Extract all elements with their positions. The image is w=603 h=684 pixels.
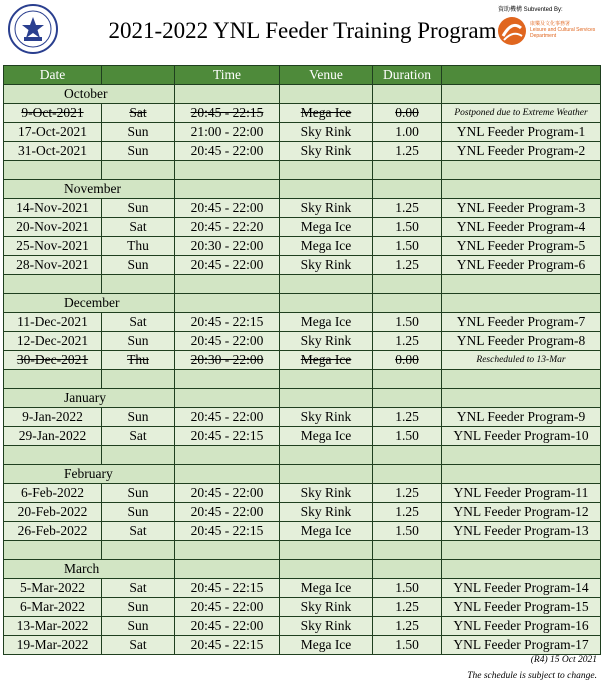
table-row [4,256,601,275]
page-header [0,0,603,62]
cell-note: YNL Feeder Program-3 [442,199,601,218]
cell-note: Postponed due to Extreme Weather [442,104,601,123]
cell-day: Sun [102,503,175,522]
empty-cell [373,446,442,465]
empty-cell [175,294,280,313]
cell-note: YNL Feeder Program-4 [442,218,601,237]
table-row [4,484,601,503]
cell-venue: Mega Ice [280,351,373,370]
empty-cell [175,161,280,180]
empty-cell [373,294,442,313]
cell-day: Sat [102,636,175,655]
cell-venue: Sky Rink [280,617,373,636]
cell-note: YNL Feeder Program-13 [442,522,601,541]
empty-cell [175,180,280,199]
cell-note: YNL Feeder Program-14 [442,579,601,598]
table-row [4,351,601,370]
cell-venue: Sky Rink [280,484,373,503]
spacer-row [4,446,601,465]
cell-date: 6-Mar-2022 [4,598,102,617]
cell-day: Sat [102,522,175,541]
schedule-body [4,85,601,655]
table-row [4,636,601,655]
cell-venue: Sky Rink [280,199,373,218]
col-header-note [442,66,601,85]
cell-note: Rescheduled to 13-Mar [442,351,601,370]
cell-day: Sat [102,104,175,123]
empty-cell [373,541,442,560]
month-header-row [4,180,601,199]
month-name: November [4,180,175,199]
empty-cell [175,275,280,294]
col-header-time: Time [175,66,280,85]
lcsd-logo-icon [497,16,527,46]
table-row [4,142,601,161]
table-row [4,218,601,237]
lcsd-name [530,21,600,39]
cell-time: 20:30 - 22:00 [175,351,280,370]
month-name: January [4,389,175,408]
cell-date: 28-Nov-2021 [4,256,102,275]
empty-cell [373,370,442,389]
cell-duration: 1.25 [373,617,442,636]
cell-time: 20:45 - 22:00 [175,408,280,427]
cell-day: Sun [102,617,175,636]
cell-day: Sun [102,199,175,218]
cell-day: Sun [102,142,175,161]
table-row [4,598,601,617]
spacer-row [4,275,601,294]
month-header-row [4,294,601,313]
cell-date: 29-Jan-2022 [4,427,102,446]
cell-duration: 1.25 [373,484,442,503]
cell-note: YNL Feeder Program-9 [442,408,601,427]
empty-cell [442,541,601,560]
cell-time: 20:45 - 22:15 [175,579,280,598]
empty-cell [175,541,280,560]
cell-venue: Sky Rink [280,408,373,427]
cell-time: 20:45 - 22:00 [175,598,280,617]
association-crest-icon [8,4,58,54]
empty-cell [4,275,102,294]
cell-venue: Mega Ice [280,579,373,598]
spacer-row [4,541,601,560]
col-header-day [102,66,175,85]
month-name: February [4,465,175,484]
cell-time: 20:45 - 22:00 [175,332,280,351]
cell-note: YNL Feeder Program-15 [442,598,601,617]
cell-time: 20:45 - 22:15 [175,427,280,446]
cell-note: YNL Feeder Program-17 [442,636,601,655]
cell-duration: 1.50 [373,427,442,446]
cell-date: 5-Mar-2022 [4,579,102,598]
empty-cell [373,389,442,408]
cell-duration: 1.50 [373,313,442,332]
cell-note: YNL Feeder Program-6 [442,256,601,275]
cell-date: 25-Nov-2021 [4,237,102,256]
month-header-row [4,85,601,104]
cell-duration: 0.00 [373,104,442,123]
table-row [4,237,601,256]
table-row [4,313,601,332]
cell-venue: Mega Ice [280,313,373,332]
empty-cell [175,85,280,104]
empty-cell [442,446,601,465]
empty-cell [102,161,175,180]
cell-date: 20-Nov-2021 [4,218,102,237]
cell-duration: 1.25 [373,408,442,427]
month-header-row [4,389,601,408]
empty-cell [373,85,442,104]
cell-time: 20:30 - 22:00 [175,237,280,256]
cell-time: 21:00 - 22:00 [175,123,280,142]
col-header-date: Date [4,66,102,85]
empty-cell [442,85,601,104]
empty-cell [442,465,601,484]
empty-cell [280,294,373,313]
cell-duration: 1.50 [373,237,442,256]
schedule-table [3,65,601,655]
empty-cell [175,446,280,465]
month-header-row [4,560,601,579]
month-name: October [4,85,175,104]
cell-time: 20:45 - 22:00 [175,256,280,275]
empty-cell [102,446,175,465]
cell-date: 9-Jan-2022 [4,408,102,427]
cell-time: 20:45 - 22:00 [175,142,280,161]
cell-day: Sun [102,123,175,142]
cell-duration: 1.25 [373,503,442,522]
table-row [4,579,601,598]
cell-duration: 1.25 [373,199,442,218]
empty-cell [442,560,601,579]
cell-duration: 1.25 [373,332,442,351]
table-row [4,123,601,142]
cell-day: Sun [102,408,175,427]
cell-date: 12-Dec-2021 [4,332,102,351]
cell-day: Sun [102,484,175,503]
cell-time: 20:45 - 22:15 [175,636,280,655]
empty-cell [373,161,442,180]
cell-venue: Sky Rink [280,332,373,351]
empty-cell [280,560,373,579]
cell-venue: Sky Rink [280,123,373,142]
empty-cell [102,541,175,560]
empty-cell [280,275,373,294]
cell-venue: Mega Ice [280,237,373,256]
cell-note: YNL Feeder Program-11 [442,484,601,503]
empty-cell [280,446,373,465]
month-name: March [4,560,175,579]
cell-date: 26-Feb-2022 [4,522,102,541]
cell-venue: Sky Rink [280,256,373,275]
cell-date: 31-Oct-2021 [4,142,102,161]
empty-cell [280,389,373,408]
spacer-row [4,161,601,180]
cell-time: 20:45 - 22:15 [175,313,280,332]
cell-duration: 1.50 [373,636,442,655]
cell-date: 11-Dec-2021 [4,313,102,332]
cell-time: 20:45 - 22:00 [175,199,280,218]
cell-date: 9-Oct-2021 [4,104,102,123]
cell-duration: 1.50 [373,522,442,541]
cell-time: 20:45 - 22:15 [175,104,280,123]
cell-duration: 0.00 [373,351,442,370]
cell-day: Sat [102,579,175,598]
table-row [4,408,601,427]
cell-date: 13-Mar-2022 [4,617,102,636]
cell-duration: 1.50 [373,218,442,237]
empty-cell [373,560,442,579]
cell-venue: Mega Ice [280,218,373,237]
empty-cell [280,161,373,180]
empty-cell [280,85,373,104]
cell-note: YNL Feeder Program-7 [442,313,601,332]
empty-cell [102,370,175,389]
empty-cell [373,275,442,294]
empty-cell [4,541,102,560]
empty-cell [4,446,102,465]
table-row [4,617,601,636]
cell-time: 20:45 - 22:00 [175,484,280,503]
cell-note: YNL Feeder Program-12 [442,503,601,522]
empty-cell [280,541,373,560]
cell-note: YNL Feeder Program-10 [442,427,601,446]
empty-cell [373,180,442,199]
cell-note: YNL Feeder Program-5 [442,237,601,256]
empty-cell [442,294,601,313]
cell-venue: Mega Ice [280,522,373,541]
revision-label: (R4) 15 Oct 2021 [530,655,597,665]
table-header-row [4,66,601,85]
empty-cell [4,370,102,389]
cell-venue: Mega Ice [280,104,373,123]
empty-cell [442,180,601,199]
cell-note: YNL Feeder Program-1 [442,123,601,142]
empty-cell [280,370,373,389]
cell-date: 30-Dec-2021 [4,351,102,370]
empty-cell [373,465,442,484]
month-name: December [4,294,175,313]
cell-date: 19-Mar-2022 [4,636,102,655]
cell-date: 6-Feb-2022 [4,484,102,503]
cell-time: 20:45 - 22:00 [175,617,280,636]
lcsd-name-zh: 康樂及文化事務署 [530,21,571,27]
empty-cell [175,370,280,389]
cell-note: YNL Feeder Program-16 [442,617,601,636]
cell-day: Thu [102,237,175,256]
empty-cell [442,389,601,408]
table-row [4,503,601,522]
spacer-row [4,370,601,389]
empty-cell [4,161,102,180]
cell-venue: Sky Rink [280,503,373,522]
col-header-venue: Venue [280,66,373,85]
cell-day: Sat [102,427,175,446]
cell-duration: 1.25 [373,598,442,617]
cell-time: 20:45 - 22:00 [175,503,280,522]
lcsd-name-en: Leisure and Cultural Services Department [530,27,596,39]
cell-note: YNL Feeder Program-8 [442,332,601,351]
cell-duration: 1.25 [373,142,442,161]
cell-day: Sun [102,598,175,617]
cell-time: 20:45 - 22:15 [175,522,280,541]
disclaimer-text: The schedule is subject to change. [467,671,597,681]
table-row [4,104,601,123]
empty-cell [280,180,373,199]
cell-day: Sun [102,332,175,351]
table-row [4,427,601,446]
cell-venue: Mega Ice [280,427,373,446]
empty-cell [442,161,601,180]
cell-date: 17-Oct-2021 [4,123,102,142]
table-row [4,199,601,218]
col-header-duration: Duration [373,66,442,85]
empty-cell [442,275,601,294]
empty-cell [175,560,280,579]
cell-day: Sun [102,256,175,275]
empty-cell [175,465,280,484]
cell-venue: Sky Rink [280,142,373,161]
cell-day: Thu [102,351,175,370]
cell-venue: Sky Rink [280,598,373,617]
table-row [4,522,601,541]
cell-duration: 1.50 [373,579,442,598]
month-header-row [4,465,601,484]
cell-day: Sat [102,218,175,237]
cell-day: Sat [102,313,175,332]
empty-cell [442,370,601,389]
cell-time: 20:45 - 22:20 [175,218,280,237]
cell-venue: Mega Ice [280,636,373,655]
cell-note: YNL Feeder Program-2 [442,142,601,161]
table-row [4,332,601,351]
cell-duration: 1.00 [373,123,442,142]
subvented-by-label: 資助機構 Subvented By: [498,7,563,13]
cell-date: 20-Feb-2022 [4,503,102,522]
empty-cell [102,275,175,294]
empty-cell [175,389,280,408]
page-title: 2021-2022 YNL Feeder Training Program [108,18,497,43]
empty-cell [280,465,373,484]
cell-date: 14-Nov-2021 [4,199,102,218]
cell-duration: 1.25 [373,256,442,275]
